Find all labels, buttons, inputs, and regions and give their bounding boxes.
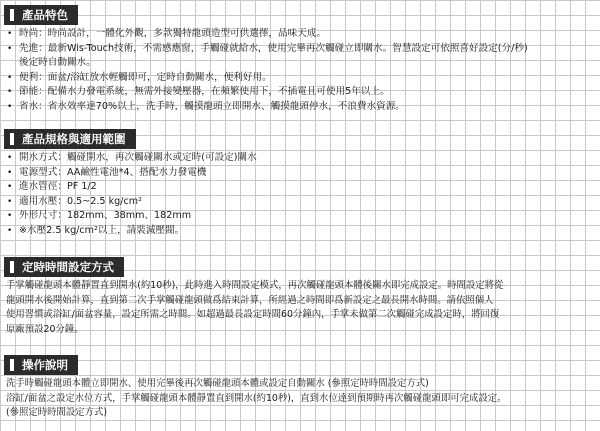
feature-item: • 先進：最新Wis-Touch技術，不需感應窗，手觸碰就給水，使用完畢再次觸碰立即關水。智慧設定可依照喜好設定(分/秒) 後定時自動關水。	[7, 42, 528, 69]
bullet-icon: •	[7, 43, 13, 54]
feature-item: • 時尚：時尚設計，一體化外觀，多款獨特龍頭造型可供選擇，品味天成。	[0, 27, 600, 42]
spec-item: • 外形尺寸：182mm、38mm、182mm	[0, 209, 600, 224]
timer-paragraph	[6, 279, 594, 337]
bullet-icon: •	[7, 101, 13, 112]
timer-line: 使用習慣或浴缸/面盆容量，設定所需之時間。如超過最長設定時間60分鐘內，手掌未做第二次觸碰完成設定時，將回復	[6, 309, 500, 321]
spec-item: • 進水管徑：PF 1/2	[0, 180, 600, 195]
feature-item: • 節能：配備水力發電系統，無需外接變壓器，在頻繁使用下，不插電且可使用5年以上。	[0, 85, 600, 100]
operation-line: 洗手時觸碰龍頭本體立即開水、使用完畢後再次觸碰龍頭本體或設定自動關水 (參照定時時間設定方式)	[6, 378, 429, 389]
spec-item: • 開水方式：觸碰開水，再次觸碰關水或定時(可設定)關水	[0, 151, 600, 166]
spec-item: • 電源型式：AA鹼性電池*4、搭配水力發電機	[0, 166, 600, 181]
bullet-icon: •	[7, 211, 13, 222]
features-section	[0, 4, 600, 115]
spec-item: • 適用水壓：0.5~2.5 kg/cm²	[0, 195, 600, 210]
bullet-icon: •	[7, 167, 13, 178]
bullet-icon: •	[7, 153, 13, 163]
timer-section	[0, 256, 600, 337]
bullet-icon: •	[7, 182, 13, 193]
bullet-icon: •	[7, 72, 13, 83]
features-list	[0, 27, 600, 115]
bullet-icon: •	[7, 29, 13, 39]
timer-line: 龍頭開水後開始計算，直到第二次手掌觸碰龍頭做爲結束計算，所經過之時間即爲新設定之最長開水時間。請依照個人	[6, 294, 494, 306]
bullet-icon: •	[7, 196, 13, 207]
operation-line: (參照定時時間設定方式)	[6, 407, 108, 419]
operation-section	[0, 354, 600, 421]
timer-line: 原廠預設20分鐘。	[6, 323, 84, 335]
operation-heading: 操作說明	[4, 355, 78, 375]
bullet-icon: •	[7, 225, 13, 236]
feature-item: • 便利：面盆/浴缸放水輕觸即可，定時自動關水，便利好用。	[0, 71, 600, 86]
operation-paragraph	[6, 377, 594, 421]
specs-heading: 產品規格與適用範圍	[4, 129, 136, 149]
features-heading: 產品特色	[4, 5, 78, 25]
timer-line: 手掌觸碰龍頭本體靜置直到開水(約10秒)，此時進入時間設定模式，再次觸碰龍頭本體後關水即完成設定。時間設定將從	[6, 280, 504, 291]
timer-heading: 定時時間設定方式	[4, 257, 124, 277]
specs-section	[0, 128, 600, 239]
operation-line: 浴缸/面盆之設定水位方式，手掌觸碰龍頭本體靜置直到開水(約10秒)，直到水位達到預期時再次觸碰龍頭即可完成設定。	[6, 392, 507, 404]
spec-item: • ※水壓2.5 kg/cm²以上，請裝減壓閥。	[0, 224, 600, 239]
bullet-icon: •	[7, 87, 13, 98]
specs-list	[0, 151, 600, 239]
feature-item: • 省水：省水效率達70%以上，洗手時，觸摸龍頭立即開水、觸摸龍頭停水，不浪費水資源。	[0, 100, 600, 115]
